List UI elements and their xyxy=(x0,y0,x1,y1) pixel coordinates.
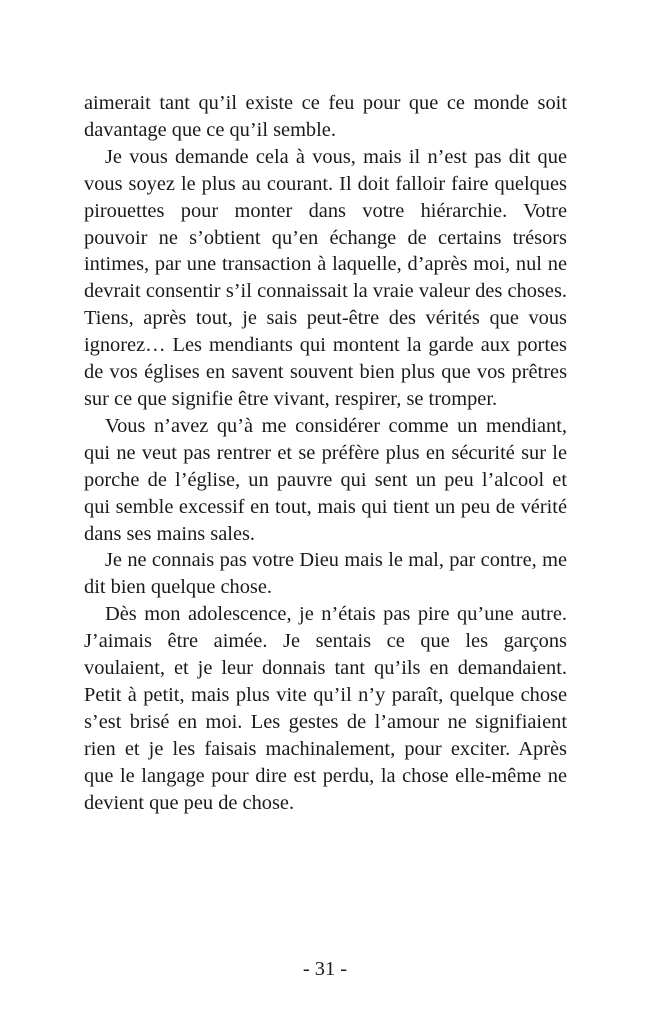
page-number: - 31 - xyxy=(302,958,348,980)
page-body-text xyxy=(84,90,567,816)
paragraph: Dès mon adolescence, je n’étais pas pire qu’une autre. J’aimais être aimée. Je sentais ce que les garçons voulaient, et je leur donnais tant qu’ils en demandaient. Petit à petit, mais plus vite qu’il n’y paraît, quelque chose s’est brisé en moi. Les gestes de l’amour ne signifiaient rien et je les faisais machinalement, pour exciter. Après que le langage pour dire est perdu, la chose elle-même ne devient que peu de chose. xyxy=(84,603,567,814)
paragraph: Je vous demande cela à vous, mais il n’est pas dit que vous soyez le plus au courant. Il doit falloir faire quelques pirouettes pour monter dans votre hiérarchie. Votre pouvoir ne s’obtient qu’en échange de certains trésors intimes, par une transaction à laquelle, d’après moi, nul ne devrait consentir s’il connaissait la vraie valeur des choses. Tiens, après tout, je sais peut-être des vérités que vous ignorez… Les mendiants qui montent la garde aux portes de vos églises en savent souvent bien plus que vos prêtres sur ce que signifie être vivant, respirer, se tromper. xyxy=(84,145,567,410)
paragraph: Vous n’avez qu’à me considérer comme un mendiant, qui ne veut pas rentrer et se préfère plus en sécurité sur le porche de l’église, un pauvre qui sent un peu l’alcool et qui semble excessif en tout, mais qui tient un peu de vérité dans ses mains sales. xyxy=(84,414,567,545)
paragraph-continuation: aimerait tant qu’il existe ce feu pour que ce monde soit davantage que ce qu’il semble. xyxy=(84,92,567,141)
paragraph: Je ne connais pas votre Dieu mais le mal, par contre, me dit bien quelque chose. xyxy=(84,549,567,599)
